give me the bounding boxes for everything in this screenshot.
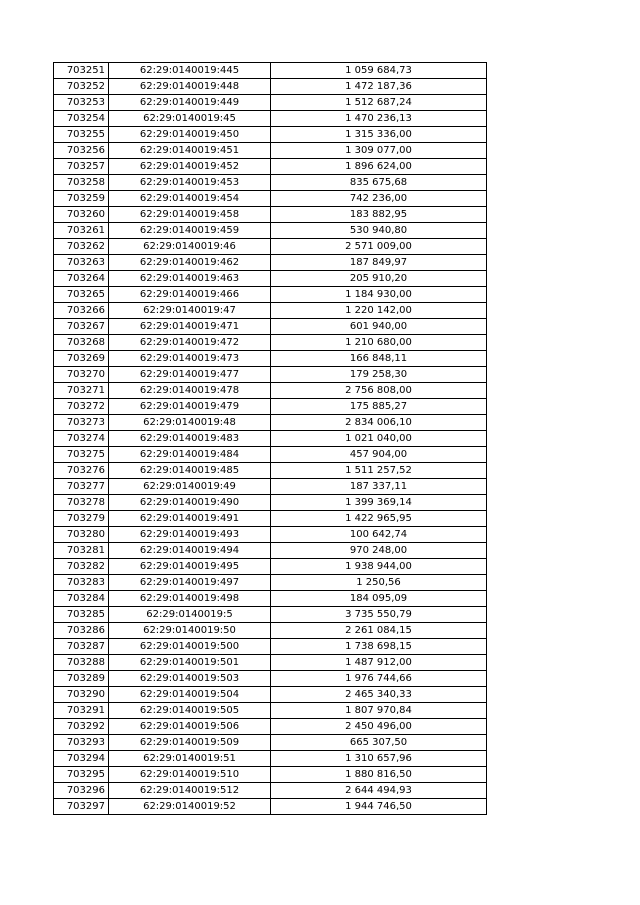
cadastral-number-cell: 62:29:0140019:505 xyxy=(109,703,271,719)
table-row xyxy=(54,447,487,463)
table-row xyxy=(54,63,487,79)
table-row xyxy=(54,415,487,431)
cadastral-number-cell: 62:29:0140019:493 xyxy=(109,527,271,543)
cadastral-value-cell: 530 940,80 xyxy=(271,223,487,239)
cadastral-value-cell: 1 210 680,00 xyxy=(271,335,487,351)
row-id-cell: 703265 xyxy=(54,287,109,303)
table-row xyxy=(54,655,487,671)
cadastral-number-cell: 62:29:0140019:445 xyxy=(109,63,271,79)
cadastral-value-cell: 1 976 744,66 xyxy=(271,671,487,687)
row-id-cell: 703255 xyxy=(54,127,109,143)
cadastral-number-cell: 62:29:0140019:494 xyxy=(109,543,271,559)
cadastral-number-cell: 62:29:0140019:52 xyxy=(109,799,271,815)
row-id-cell: 703271 xyxy=(54,383,109,399)
table-row xyxy=(54,255,487,271)
cadastral-value-cell: 1 896 624,00 xyxy=(271,159,487,175)
cadastral-number-cell: 62:29:0140019:504 xyxy=(109,687,271,703)
cadastral-value-cell: 1 938 944,00 xyxy=(271,559,487,575)
table-row xyxy=(54,79,487,95)
table-row xyxy=(54,543,487,559)
row-id-cell: 703253 xyxy=(54,95,109,111)
cadastral-number-cell: 62:29:0140019:503 xyxy=(109,671,271,687)
table-row xyxy=(54,463,487,479)
table-body xyxy=(54,63,487,815)
table-row xyxy=(54,751,487,767)
row-id-cell: 703282 xyxy=(54,559,109,575)
table-row xyxy=(54,351,487,367)
row-id-cell: 703259 xyxy=(54,191,109,207)
cadastral-number-cell: 62:29:0140019:484 xyxy=(109,447,271,463)
table-row xyxy=(54,383,487,399)
table-row xyxy=(54,607,487,623)
cadastral-number-cell: 62:29:0140019:479 xyxy=(109,399,271,415)
cadastral-value-cell: 1 309 077,00 xyxy=(271,143,487,159)
cadastral-number-cell: 62:29:0140019:46 xyxy=(109,239,271,255)
cadastral-number-cell: 62:29:0140019:491 xyxy=(109,511,271,527)
cadastral-number-cell: 62:29:0140019:512 xyxy=(109,783,271,799)
row-id-cell: 703292 xyxy=(54,719,109,735)
row-id-cell: 703254 xyxy=(54,111,109,127)
table-row xyxy=(54,223,487,239)
row-id-cell: 703264 xyxy=(54,271,109,287)
cadastral-value-cell: 2 644 494,93 xyxy=(271,783,487,799)
table-row xyxy=(54,783,487,799)
row-id-cell: 703268 xyxy=(54,335,109,351)
cadastral-number-cell: 62:29:0140019:454 xyxy=(109,191,271,207)
row-id-cell: 703294 xyxy=(54,751,109,767)
table-row xyxy=(54,287,487,303)
cadastral-value-cell: 1 738 698,15 xyxy=(271,639,487,655)
row-id-cell: 703258 xyxy=(54,175,109,191)
cadastral-number-cell: 62:29:0140019:458 xyxy=(109,207,271,223)
cadastral-number-cell: 62:29:0140019:466 xyxy=(109,287,271,303)
cadastral-number-cell: 62:29:0140019:463 xyxy=(109,271,271,287)
row-id-cell: 703269 xyxy=(54,351,109,367)
cadastral-number-cell: 62:29:0140019:51 xyxy=(109,751,271,767)
cadastral-value-cell: 970 248,00 xyxy=(271,543,487,559)
cadastral-number-cell: 62:29:0140019:49 xyxy=(109,479,271,495)
row-id-cell: 703256 xyxy=(54,143,109,159)
cadastral-number-cell: 62:29:0140019:451 xyxy=(109,143,271,159)
cadastral-number-cell: 62:29:0140019:47 xyxy=(109,303,271,319)
cadastral-number-cell: 62:29:0140019:472 xyxy=(109,335,271,351)
cadastral-number-cell: 62:29:0140019:50 xyxy=(109,623,271,639)
cadastral-number-cell: 62:29:0140019:473 xyxy=(109,351,271,367)
table-row xyxy=(54,575,487,591)
table-row xyxy=(54,623,487,639)
cadastral-value-cell: 1 399 369,14 xyxy=(271,495,487,511)
cadastral-value-cell: 1 807 970,84 xyxy=(271,703,487,719)
cadastral-number-cell: 62:29:0140019:477 xyxy=(109,367,271,383)
row-id-cell: 703263 xyxy=(54,255,109,271)
row-id-cell: 703285 xyxy=(54,607,109,623)
row-id-cell: 703278 xyxy=(54,495,109,511)
row-id-cell: 703293 xyxy=(54,735,109,751)
cadastral-number-cell: 62:29:0140019:500 xyxy=(109,639,271,655)
table-row xyxy=(54,143,487,159)
cadastral-value-cell: 1 184 930,00 xyxy=(271,287,487,303)
row-id-cell: 703290 xyxy=(54,687,109,703)
cadastral-value-cell: 1 021 040,00 xyxy=(271,431,487,447)
cadastral-number-cell: 62:29:0140019:471 xyxy=(109,319,271,335)
row-id-cell: 703296 xyxy=(54,783,109,799)
table-row xyxy=(54,271,487,287)
cadastral-value-cell: 2 261 084,15 xyxy=(271,623,487,639)
row-id-cell: 703266 xyxy=(54,303,109,319)
table-row xyxy=(54,319,487,335)
table-row xyxy=(54,703,487,719)
cadastral-value-cell: 2 465 340,33 xyxy=(271,687,487,703)
cadastral-number-cell: 62:29:0140019:485 xyxy=(109,463,271,479)
table-row xyxy=(54,735,487,751)
table-row xyxy=(54,111,487,127)
cadastral-number-cell: 62:29:0140019:490 xyxy=(109,495,271,511)
table-row xyxy=(54,239,487,255)
cadastral-value-cell: 835 675,68 xyxy=(271,175,487,191)
row-id-cell: 703297 xyxy=(54,799,109,815)
row-id-cell: 703260 xyxy=(54,207,109,223)
row-id-cell: 703281 xyxy=(54,543,109,559)
table-row xyxy=(54,511,487,527)
cadastral-value-table xyxy=(53,62,487,815)
cadastral-number-cell: 62:29:0140019:509 xyxy=(109,735,271,751)
table-row xyxy=(54,207,487,223)
cadastral-number-cell: 62:29:0140019:498 xyxy=(109,591,271,607)
table-row xyxy=(54,591,487,607)
row-id-cell: 703273 xyxy=(54,415,109,431)
cadastral-number-cell: 62:29:0140019:506 xyxy=(109,719,271,735)
cadastral-number-cell: 62:29:0140019:45 xyxy=(109,111,271,127)
cadastral-value-cell: 2 571 009,00 xyxy=(271,239,487,255)
cadastral-value-cell: 1 487 912,00 xyxy=(271,655,487,671)
table-row xyxy=(54,671,487,687)
cadastral-number-cell: 62:29:0140019:459 xyxy=(109,223,271,239)
cadastral-value-cell: 1 472 187,36 xyxy=(271,79,487,95)
cadastral-value-cell: 166 848,11 xyxy=(271,351,487,367)
cadastral-number-cell: 62:29:0140019:448 xyxy=(109,79,271,95)
cadastral-value-cell: 175 885,27 xyxy=(271,399,487,415)
row-id-cell: 703288 xyxy=(54,655,109,671)
cadastral-value-cell: 665 307,50 xyxy=(271,735,487,751)
cadastral-number-cell: 62:29:0140019:495 xyxy=(109,559,271,575)
table-row xyxy=(54,367,487,383)
row-id-cell: 703251 xyxy=(54,63,109,79)
cadastral-value-cell: 1 944 746,50 xyxy=(271,799,487,815)
cadastral-value-cell: 601 940,00 xyxy=(271,319,487,335)
row-id-cell: 703276 xyxy=(54,463,109,479)
cadastral-value-cell: 1 470 236,13 xyxy=(271,111,487,127)
cadastral-number-cell: 62:29:0140019:478 xyxy=(109,383,271,399)
cadastral-value-cell: 2 756 808,00 xyxy=(271,383,487,399)
row-id-cell: 703267 xyxy=(54,319,109,335)
row-id-cell: 703272 xyxy=(54,399,109,415)
row-id-cell: 703279 xyxy=(54,511,109,527)
row-id-cell: 703277 xyxy=(54,479,109,495)
cadastral-number-cell: 62:29:0140019:48 xyxy=(109,415,271,431)
table-row xyxy=(54,767,487,783)
cadastral-value-cell: 183 882,95 xyxy=(271,207,487,223)
cadastral-value-cell: 187 337,11 xyxy=(271,479,487,495)
row-id-cell: 703291 xyxy=(54,703,109,719)
cadastral-number-cell: 62:29:0140019:5 xyxy=(109,607,271,623)
cadastral-number-cell: 62:29:0140019:501 xyxy=(109,655,271,671)
cadastral-number-cell: 62:29:0140019:452 xyxy=(109,159,271,175)
cadastral-value-cell: 3 735 550,79 xyxy=(271,607,487,623)
row-id-cell: 703287 xyxy=(54,639,109,655)
table-row xyxy=(54,335,487,351)
cadastral-value-cell: 1 315 336,00 xyxy=(271,127,487,143)
cadastral-value-cell: 1 250,56 xyxy=(271,575,487,591)
table-row xyxy=(54,639,487,655)
cadastral-number-cell: 62:29:0140019:510 xyxy=(109,767,271,783)
cadastral-value-cell: 1 512 687,24 xyxy=(271,95,487,111)
cadastral-value-cell: 187 849,97 xyxy=(271,255,487,271)
cadastral-value-cell: 2 450 496,00 xyxy=(271,719,487,735)
table-row xyxy=(54,303,487,319)
table-row xyxy=(54,479,487,495)
cadastral-number-cell: 62:29:0140019:462 xyxy=(109,255,271,271)
cadastral-value-cell: 205 910,20 xyxy=(271,271,487,287)
table-row xyxy=(54,159,487,175)
cadastral-value-cell: 100 642,74 xyxy=(271,527,487,543)
row-id-cell: 703295 xyxy=(54,767,109,783)
table-row xyxy=(54,431,487,447)
cadastral-number-cell: 62:29:0140019:453 xyxy=(109,175,271,191)
cadastral-value-cell: 457 904,00 xyxy=(271,447,487,463)
cadastral-number-cell: 62:29:0140019:450 xyxy=(109,127,271,143)
cadastral-value-cell: 1 422 965,95 xyxy=(271,511,487,527)
cadastral-value-cell: 184 095,09 xyxy=(271,591,487,607)
cadastral-value-cell: 2 834 006,10 xyxy=(271,415,487,431)
row-id-cell: 703289 xyxy=(54,671,109,687)
table-row xyxy=(54,95,487,111)
row-id-cell: 703257 xyxy=(54,159,109,175)
row-id-cell: 703274 xyxy=(54,431,109,447)
cadastral-value-cell: 1 059 684,73 xyxy=(271,63,487,79)
row-id-cell: 703283 xyxy=(54,575,109,591)
table-row xyxy=(54,559,487,575)
cadastral-value-cell: 1 310 657,96 xyxy=(271,751,487,767)
row-id-cell: 703275 xyxy=(54,447,109,463)
table-row xyxy=(54,687,487,703)
cadastral-value-cell: 742 236,00 xyxy=(271,191,487,207)
cadastral-value-cell: 179 258,30 xyxy=(271,367,487,383)
cadastral-value-cell: 1 511 257,52 xyxy=(271,463,487,479)
cadastral-number-cell: 62:29:0140019:483 xyxy=(109,431,271,447)
table-row xyxy=(54,127,487,143)
table-row xyxy=(54,175,487,191)
table-row xyxy=(54,191,487,207)
cadastral-value-cell: 1 220 142,00 xyxy=(271,303,487,319)
table-row xyxy=(54,799,487,815)
row-id-cell: 703261 xyxy=(54,223,109,239)
cadastral-value-cell: 1 880 816,50 xyxy=(271,767,487,783)
row-id-cell: 703262 xyxy=(54,239,109,255)
row-id-cell: 703252 xyxy=(54,79,109,95)
row-id-cell: 703286 xyxy=(54,623,109,639)
table-row xyxy=(54,719,487,735)
row-id-cell: 703270 xyxy=(54,367,109,383)
cadastral-number-cell: 62:29:0140019:449 xyxy=(109,95,271,111)
row-id-cell: 703280 xyxy=(54,527,109,543)
table-row xyxy=(54,399,487,415)
cadastral-number-cell: 62:29:0140019:497 xyxy=(109,575,271,591)
row-id-cell: 703284 xyxy=(54,591,109,607)
table-row xyxy=(54,495,487,511)
table-row xyxy=(54,527,487,543)
